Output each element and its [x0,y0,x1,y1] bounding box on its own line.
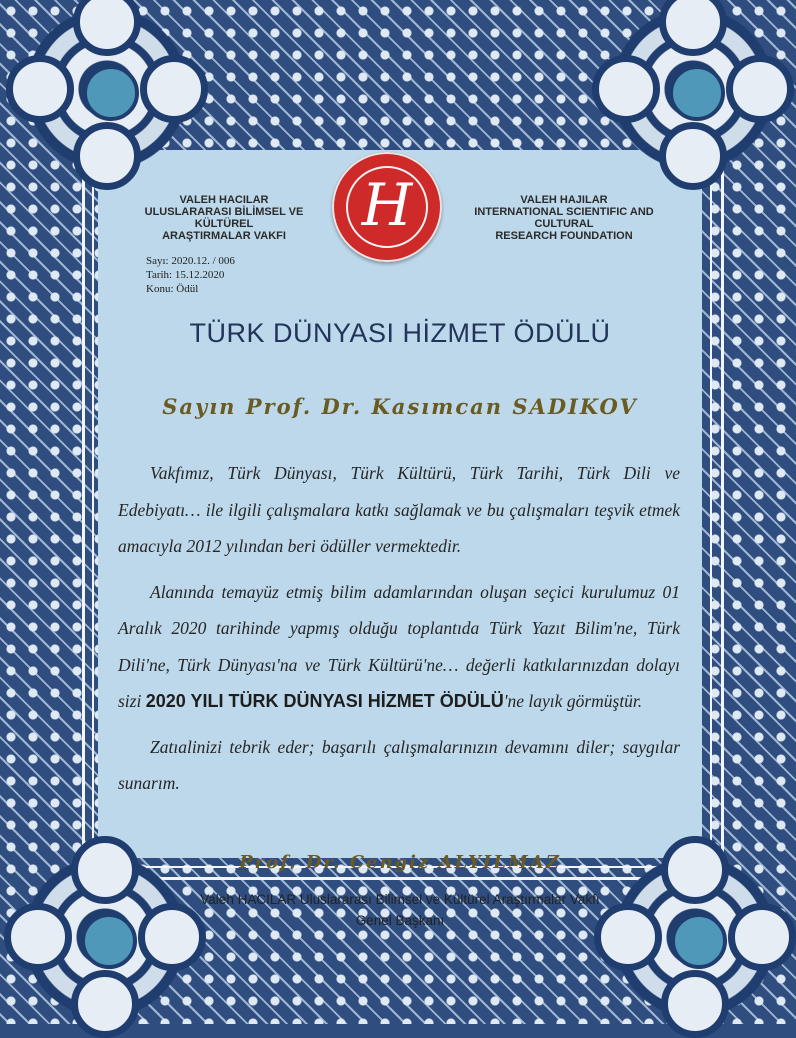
document-meta [146,254,235,296]
org-en-line: INTERNATIONAL SCIENTIFIC AND CULTURAL [474,206,654,230]
body-paragraph-3: Zatıalinizi tebrik eder; başarılı çalışmalarınızın devamını diler; saygılar sunarım. [118,736,680,793]
recipient-greeting: Sayın Prof. Dr. Kasımcan SADIKOV [162,394,638,419]
signatory-block [98,889,702,931]
foundation-seal-logo [332,152,442,262]
body-paragraph-2-end: 'ne layık görmüştür. [503,691,643,711]
org-tr-line: ULUSLARARASI BİLİMSEL VE KÜLTÜREL [144,206,304,230]
corner-ornament-icon [12,0,202,184]
signatory-role: Genel Başkanı [355,913,445,928]
org-tr-line: ARAŞTIRMALAR VAKFI [162,230,286,242]
signatory-organization: Valeh HACILAR Uluslararası Bilimsel ve Kültürel Araştırmalar Vakfı [200,892,600,907]
certificate-title: TÜRK DÜNYASI HİZMET ÖDÜLÜ [189,318,611,348]
document-date: Tarih: 15.12.2020 [146,269,225,281]
document-subject: Konu: Ödül [146,283,199,295]
corner-ornament-icon [598,0,788,184]
document-number: Sayı: 2020.12. / 006 [146,255,235,267]
certificate-body [118,455,680,811]
org-name-turkish [118,194,330,242]
award-name: 2020 YILI TÜRK DÜNYASI HİZMET ÖDÜLÜ [145,691,504,711]
org-name-english [448,194,680,242]
body-paragraph-2 [118,574,680,720]
signatory-name: Prof. Dr. Cengiz ALYILMAZ [239,852,561,873]
org-en-line: RESEARCH FOUNDATION [495,230,633,242]
seal-letter: H [361,171,413,239]
org-tr-line: VALEH HACILAR [179,194,269,206]
org-en-line: VALEH HAJILAR [520,194,608,206]
body-paragraph-2-text: Alanında temayüz etmiş bilim adamlarından oluşan seçici kurulumuz 01 Aralık 2020 tarihinde yapmış olduğu toplantıda Türk Yazıt Bilim'ne, Türk Dili'ne, Türk Dünyası'na ve Türk Kültürü'ne… değerli katkılarınızdan dolayı sizi [118,581,680,711]
body-paragraph-1: Vakfımız, Türk Dünyası, Türk Kültürü, Türk Tarihi, Türk Dili ve Edebiyatı… ile ilgili çalışmalara katkı sağlamak ve bu çalışmaları teşvik etmek amacıyla 2012 yılından beri ödüller vermektedir. [118,463,680,556]
